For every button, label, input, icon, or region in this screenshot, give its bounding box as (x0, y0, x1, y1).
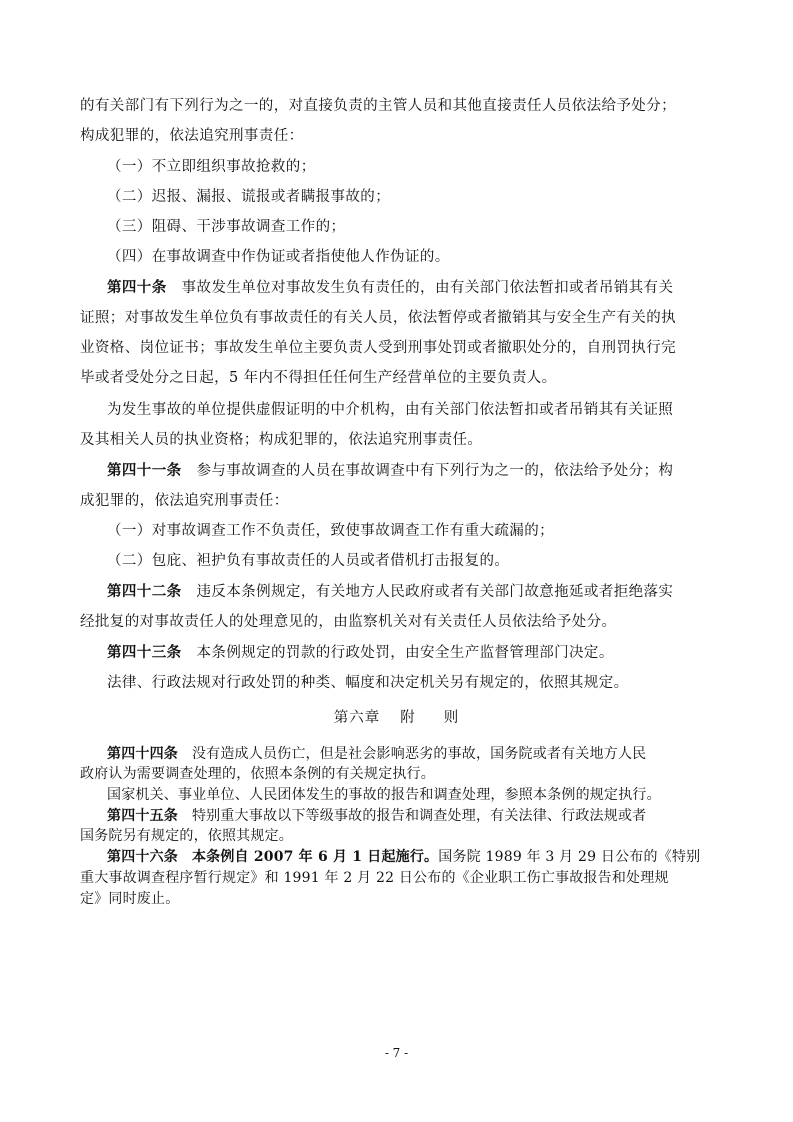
article-text: 特别重大事故以下等级事故的报告和调查处理，有关法律、行政法规或者 (191, 808, 647, 824)
text-line: 业资格、岗位证书；事故发生单位主要负责人受到刑事处罚或者撤职处分的，自刑罚执行完 (80, 340, 676, 356)
text-line: 国务院另有规定的，依照其规定。 (80, 828, 293, 844)
text-line: 重大事故调查程序暂行规定》和 1991 年 2 月 22 日公布的《企业职工伤亡事故报告和处理规 (80, 870, 669, 886)
chapter-word: 则 (443, 710, 460, 726)
chapter-number: 第六章 (333, 710, 381, 726)
article-40-first-line (107, 276, 673, 297)
article-title: 第四十三条 (107, 644, 182, 661)
text-line: 构成犯罪的，依法追究刑事责任： (80, 128, 304, 144)
article-text: 本条例规定的罚款的行政处罚，由安全生产监督管理部门决定。 (196, 645, 614, 661)
article-44-first-line (107, 743, 646, 763)
article-41-first-line (107, 459, 673, 480)
article-title: 第四十五条 (107, 808, 178, 824)
article-45-first-line (107, 805, 646, 825)
effective-date-text: 本条例自 2007 年 6 月 1 日起施行。 (191, 849, 439, 865)
text-line: 及其相关人员的执业资格；构成犯罪的，依法追究刑事责任。 (80, 432, 483, 448)
article-text: 没有造成人员伤亡，但是社会影响恶劣的事故，国务院或者有关地方人民 (191, 746, 647, 762)
article-title: 第四十六条 (107, 849, 178, 865)
article-43-first-line (107, 641, 614, 662)
list-item: （二）迟报、漏报、谎报或者瞒报事故的； (107, 189, 391, 205)
article-title: 第四十二条 (107, 583, 182, 600)
text-line: 国家机关、事业单位、人民团体发生的事故的报告和调查处理，参照本条例的规定执行。 (107, 787, 661, 803)
list-item: （一）不立即组织事故抢救的； (107, 159, 316, 175)
article-title: 第四十四条 (107, 746, 178, 762)
list-item: （一）对事故调查工作不负责任，致使事故调查工作有重大疏漏的； (107, 523, 554, 539)
article-46-first-line (107, 846, 700, 866)
text-line: 为发生事故的单位提供虚假证明的中介机构，由有关部门依法暂扣或者吊销其有关证照 (107, 402, 674, 418)
list-item: （三）阻碍、干涉事故调查工作的； (107, 219, 346, 235)
text-line: 成犯罪的，依法追究刑事责任： (80, 493, 289, 509)
article-title: 第四十一条 (107, 462, 182, 479)
article-text: 参与事故调查的人员在事故调查中有下列行为之一的，依法给予处分；构 (196, 463, 674, 479)
article-42-first-line (107, 580, 673, 601)
text-line: 政府认为需要调查处理的，依照本条例的有关规定执行。 (80, 766, 435, 782)
text-line: 的有关部门有下列行为之一的，对直接负责的主管人员和其他直接责任人员依法给予处分； (80, 98, 676, 114)
chapter-word: 附 (400, 710, 416, 726)
page-number: - 7 - (384, 1046, 409, 1060)
text-line: 经批复的对事故责任人的处理意见的，由监察机关对有关责任人员依法给予处分。 (80, 614, 617, 630)
list-item: （四）在事故调查中作伪证或者指使他人作伪证的。 (107, 249, 450, 265)
text-line: 定》同时废止。 (80, 891, 180, 907)
article-title: 第四十条 (107, 279, 167, 296)
list-item: （二）包庇、袒护负有事故责任的人员或者借机打击报复的。 (107, 553, 510, 569)
article-text: 违反本条例规定，有关地方人民政府或者有关部门故意拖延或者拒绝落实 (196, 584, 674, 600)
text-line: 毕或者受处分之日起，5 年内不得担任任何生产经营单位的主要负责人。 (80, 370, 557, 386)
article-text: 事故发生单位对事故发生负有责任的，由有关部门依法暂扣或者吊销其有关 (181, 280, 674, 296)
article-text: 国务院 1989 年 3 月 29 日公布的《特别 (438, 849, 701, 865)
text-line: 法律、行政法规对行政处罚的种类、幅度和决定机关另有规定的，依照其规定。 (107, 675, 629, 691)
chapter-heading (0, 706, 793, 727)
text-line: 证照；对事故发生单位负有事故责任的有关人员，依法暂停或者撤销其与安全生产有关的执 (80, 310, 676, 326)
